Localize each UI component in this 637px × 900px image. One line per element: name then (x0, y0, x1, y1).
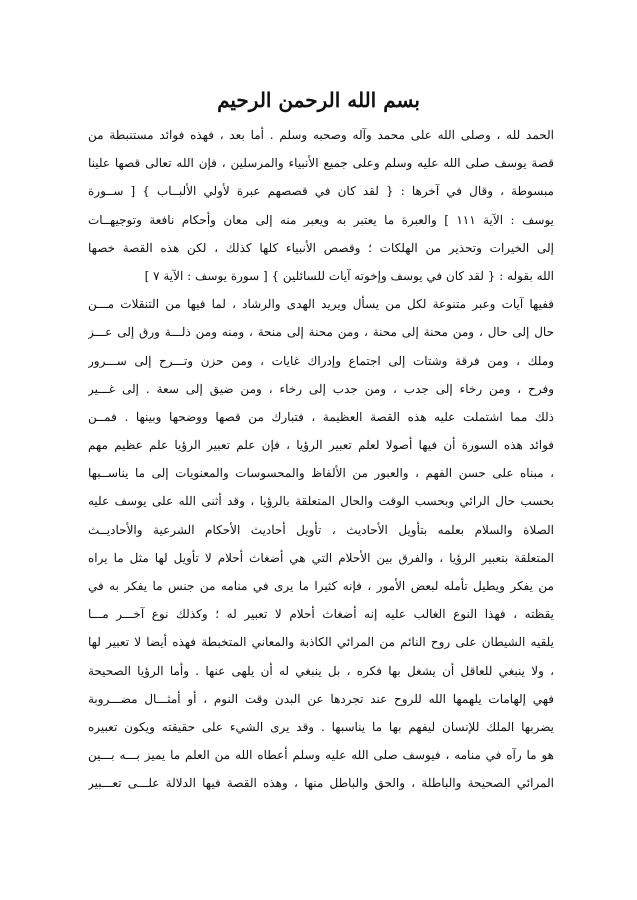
text-line: الصلاة والسلام بعلمه بتأويل الأحاديث ، تأويل أحاديث الأحكام الشرعية والأحاديــث (88, 522, 554, 537)
text-line: يوسف : الآية ١١١ ] والعبرة ما يعتبر به ويعبر منه إلى معان وأحكام نافعة وتوجيهــات (88, 212, 554, 227)
text-line: ، ولا ينبغي للعاقل أن يشغل بها فكره ، بل ينبغي له أن يلهى عنها . وأما الرؤيا الصحيحة (88, 663, 554, 678)
text-line: وملك ، ومن فرقة وشتات إلى اجتماع وإدراك غايات ، ومن حزن وتـــرح إلى ســـرور (88, 353, 554, 368)
text-line: فوائد هذه السورة أن فيها أصولا لعلم تعبير الرؤيا ، فإن علم تعبير الرؤيا علم عظيم مهم (88, 438, 554, 453)
text-line: حال إلى حال ، ومن محنة إلى محنة ، ومن محنة إلى منحة ، ومنه ومن ذلـــة ورق إلى عـــز (88, 325, 554, 340)
text-line: الله بقوله : { لقد كان في يوسف وإخوته آيات للسائلين } [ سورة يوسف : الآية ٧ ] (144, 268, 554, 283)
text-line: فهي إلهامات يلهمها الله للروح عند تجردها عن البدن وقت النوم ، أو أمثـــال مضـــروبة (88, 691, 554, 706)
text-line: يضربها الملك للإنسان ليفهم بها ما يناسبها . وقد يرى الشيء على حقيقته ويكون تعبيره (88, 719, 554, 734)
text-line: ففيها آيات وعبر متنوعة لكل من يسأل ويريد الهدى والرشاد ، لما فيها من التنقلات مـــن (88, 297, 554, 312)
text-line: ، مبناه على حسن الفهم ، والعبور من الألفاظ والمحسوسات والمعنويات إلى ما يناســبها (88, 466, 554, 481)
text-line: من يفكر ويطيل تأمله لبعض الأمور ، فإنه كثيرا ما يرى في منامه من جنس ما يفكر به في (88, 579, 554, 593)
text-line: ذلك مما اشتملت عليه هذه القصة العظيمة ، فتبارك من قصها ووضحها وبينها . فمــن (88, 409, 554, 424)
text-line: بحسب حال الرائي وبحسب الوقت والحال المتعلقة بالرؤيا ، وقد أثنى الله على يوسف عليه (88, 494, 554, 509)
text-line: يقظته ، فهذا النوع الغالب عليه إنه أضغاث أحلام لا تعبير له ؛ وكذلك نوع آخـــر مـــا (88, 607, 554, 622)
text-line: هو ما رآه في منامه ، فيوسف صلى الله عليه وسلم أعطاه الله من العلم ما يميز بـــه بـــين (88, 748, 554, 763)
text-line: قصة يوسف صلى الله عليه وسلم وعلى جميع الأنبياء والمرسلين ، فإن الله تعالى قصها علينا (88, 156, 554, 171)
text-line: يلقيه الشيطان على روح النائم من المرائي الكاذبة والمعاني المتخبطة فهذه أيضا لا تعبير لها (88, 635, 554, 650)
text-line: مبسوطة ، وقال في آخرها : { لقد كان في قصصهم عبرة لأولي الألبــاب } [ ســورة (88, 184, 554, 199)
text-line: إلى الخيرات وتحذير من الهلكات ؛ وقصص الأنبياء كلها كذلك ، لكن هذه القصة خصها (88, 240, 554, 255)
text-line: وفرح ، ومن رخاء إلى جدب ، ومن جدب إلى رخاء ، ومن ضيق إلى سعة . إلى غـــير (88, 381, 554, 396)
text-line: الحمد لله ، وصلى الله على محمد وآله وصحبه وسلم . أما بعد ، فهذه فوائد مستنبطة من (88, 128, 554, 142)
body-text (88, 121, 554, 798)
text-line: المتعلقة بتعبير الرؤيا ، والفرق بين الأحلام التي هي أضغاث أحلام لا تأويل لها مثل ما يراه (88, 550, 554, 565)
text-line: المرائي الصحيحة والباطلة ، والحق والباطل منها ، وهذه القصة فيها الدلالة علـــى تعـــبير (88, 776, 554, 791)
page-title: بسم الله الرحمن الرحيم (217, 88, 420, 112)
